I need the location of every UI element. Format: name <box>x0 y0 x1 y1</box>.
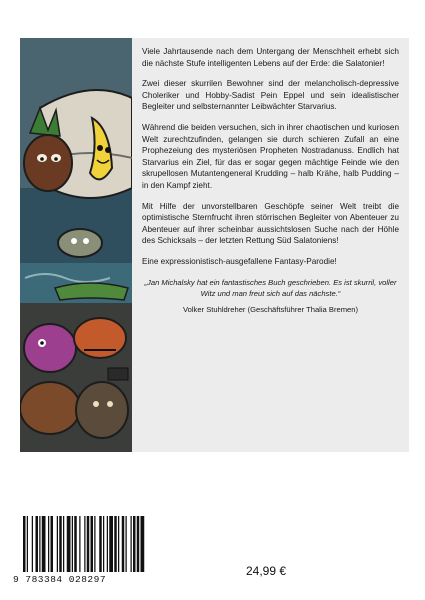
cover-illustration <box>20 38 132 452</box>
quote-text: „Jan Michalsky hat ein fantastisches Buch geschrieben. Es ist skurril, voller Witz und man freut sich auf das nächste.“ <box>144 277 397 298</box>
blurb-paragraph: Zwei dieser skurrilen Bewohner sind der melancholisch-depressive Choleriker und Hobby-Sadist Pein Eppel und sein idealistischer Begleiter und selbsternannter Leibwächter Starvarius. <box>142 79 399 112</box>
blurb-paragraph: Während die beiden versuchen, sich in ihrer chaotischen und kuriosen Welt zurechtzufinden, gelangen sie durch schieren Zufall an eine Prophezeiung des mysteriösen Propheten Nostradanuss. Endlich hat Starvarius ein Ziel, für das er sogar gegen mächtige Feinde wie den skrupellosen Mutantengeneral Krudding – halb Krähe, halb Pudding – in den Kampf zieht. <box>142 122 399 190</box>
blurb-panel <box>132 38 409 452</box>
isbn-barcode <box>13 512 189 584</box>
review-quote <box>142 277 399 315</box>
barcode-bars <box>23 516 183 572</box>
blurb-paragraph: Viele Jahrtausende nach dem Untergang der Menschheit erhebt sich die nächste Stufe intelligenten Lebens auf der Erde: die Salatonier! <box>142 47 399 68</box>
blurb-paragraph: Mit Hilfe der unvorstellbaren Geschöpfe seiner Welt treibt die optimistische Sternfrucht ihren störrischen Begleiter von Abenteuer zu Abenteuer auf ihrer scheinbar aussichtslosen Suche nach der Höhle des Schicksals – der letzten Rettung Süd Salatoniens! <box>142 201 399 246</box>
illustration-art <box>20 38 132 452</box>
quote-author: Volker Stuhldreher (Geschäftsführer Thalia Bremen) <box>182 304 359 314</box>
price-label: 24,99 € <box>246 564 287 578</box>
tagline: Eine expressionistisch-ausgefallene Fantasy-Parodie! <box>142 256 337 266</box>
barcode-digits: 9 783384 028297 <box>13 574 107 585</box>
